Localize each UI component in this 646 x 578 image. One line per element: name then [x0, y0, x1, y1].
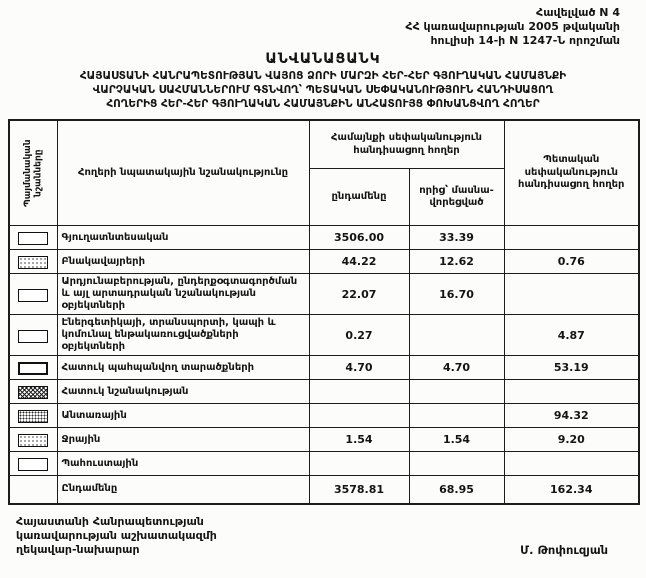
row-state [504, 380, 639, 404]
footer [8, 505, 638, 558]
table-row-energy-transport [9, 315, 639, 356]
header-total: ընդամենը [309, 169, 409, 226]
row-state: 94.32 [504, 404, 639, 428]
table-row-industrial [9, 274, 639, 315]
row-name: Պահուստային [57, 452, 309, 476]
signatory-title-block [16, 515, 217, 558]
legend-swatch [18, 256, 48, 269]
annex-line-2: ՀՀ կառավարության 2005 թվականի [405, 19, 620, 33]
header-legend-cell [9, 120, 57, 226]
row-name: Արդյունաբերության, ընդերքօգտագործման և այլ արտադրական նշանակության օբյեկտների [57, 274, 309, 315]
table-row-special-purpose [9, 380, 639, 404]
row-total [309, 380, 409, 404]
table-header-row-top [9, 120, 639, 169]
row-of-which: 33.39 [409, 226, 504, 250]
signature-name: Մ. Թոփուզյան [520, 542, 608, 557]
table-row-total [9, 476, 639, 504]
row-of-which: 16.70 [409, 274, 504, 315]
row-total: 3506.00 [309, 226, 409, 250]
row-of-which: 12.62 [409, 250, 504, 274]
row-state: 4.87 [504, 315, 639, 356]
legend-swatch [18, 330, 48, 343]
total-label: Ընդամենը [57, 476, 309, 504]
annex-block [8, 6, 638, 47]
total-total: 3578.81 [309, 476, 409, 504]
signatory-line-1: Հայաստանի Հանրապետության [16, 514, 204, 528]
row-name: Ջրային [57, 428, 309, 452]
legend-swatch [18, 289, 48, 302]
row-total [309, 404, 409, 428]
table-row-forest [9, 404, 639, 428]
row-total: 22.07 [309, 274, 409, 315]
subtitle-line-2: ՎԱՐՉԱԿԱՆ ՍԱՀՄԱՆՆԵՐՈՒՄ ԳՏՆՎՈՂ՝ ՊԵՏԱԿԱՆ ՍԵՓԱԿԱՆՈՒԹՅՈՒՆ ՀԱՆԴԻՍԱՑՈՂ [92, 83, 554, 96]
row-name: Հատուկ նշանակության [57, 380, 309, 404]
row-state: 0.76 [504, 250, 639, 274]
row-state [504, 274, 639, 315]
total-legend-empty [9, 476, 57, 504]
subtitle-block [8, 70, 638, 111]
row-of-which [409, 315, 504, 356]
row-of-which: 1.54 [409, 428, 504, 452]
header-legend-label: Պայմանական նշանները [22, 139, 44, 207]
page-title: ԱՆՎԱՆԱՑԱՆԿ [265, 51, 381, 68]
table-row-residential [9, 250, 639, 274]
row-of-which [409, 452, 504, 476]
legend-swatch [18, 458, 48, 471]
row-total: 1.54 [309, 428, 409, 452]
signatory-line-3: ղեկավար-նախարար [16, 543, 140, 557]
row-state [504, 226, 639, 250]
row-of-which [409, 404, 504, 428]
row-total [309, 452, 409, 476]
row-name: Բնակավայրերի [57, 250, 309, 274]
legend-swatch [18, 362, 48, 375]
row-state [504, 452, 639, 476]
row-total: 0.27 [309, 315, 409, 356]
total-of-which: 68.95 [409, 476, 504, 504]
header-community-lands: Համայնքի սեփականություն հանդիսացող հողեր [309, 120, 504, 169]
row-of-which: 4.70 [409, 356, 504, 380]
table-row-reserve [9, 452, 639, 476]
annex-line-1: Հավելված N 4 [536, 6, 620, 19]
row-state: 9.20 [504, 428, 639, 452]
total-state: 162.34 [504, 476, 639, 504]
header-purpose: Հողերի նպատակային նշանակությունը [57, 120, 309, 226]
subtitle-line-3: ՀՈՂԵՐԻՑ ՀԵՐ-ՀԵՐ ԳՅՈՒՂԱԿԱՆ ՀԱՄԱՅՆՔԻՆ ԱՆՀԱՏՈՒՅՑ ՓՈԽԱՆՑՎՈՂ ՀՈՂԵՐ [106, 97, 540, 110]
signatory-line-2: կառավարության աշխատակազմի [16, 528, 217, 542]
table-row-water [9, 428, 639, 452]
legend-swatch [18, 410, 48, 423]
subtitle-line-1: ՀԱՅԱՍՏԱՆԻ ՀԱՆՐԱՊԵՏՈՒԹՅԱՆ ՎԱՅՈՑ ՁՈՐԻ ՄԱՐԶԻ ՀԵՐ-ՀԵՐ ԳՅՈՒՂԱԿԱՆ ՀԱՄԱՅՆՔԻ [79, 70, 567, 83]
row-name: Անտառային [57, 404, 309, 428]
row-total: 44.22 [309, 250, 409, 274]
land-table [8, 119, 640, 505]
row-name: Էներգետիկայի, տրանսպորտի, կապի և կոմունալ ենթակառուցվածքների օբյեկտների [57, 315, 309, 356]
row-name: Հատուկ պահպանվող տարածքների [57, 356, 309, 380]
header-of-which: որից՝ մասնա-վորեցված [409, 169, 504, 226]
legend-swatch [18, 232, 48, 245]
annex-line-3: հուլիսի 14-ի N 1247-Ն որոշման [430, 33, 620, 47]
header-state-lands: Պետական սեփականություն հանդիսացող հողեր [504, 120, 639, 226]
legend-swatch [18, 434, 48, 447]
row-of-which [409, 380, 504, 404]
table-row-protected-areas [9, 356, 639, 380]
legend-swatch [18, 386, 48, 399]
row-total: 4.70 [309, 356, 409, 380]
row-name: Գյուղատնտեսական [57, 226, 309, 250]
row-state: 53.19 [504, 356, 639, 380]
table-row-agricultural [9, 226, 639, 250]
